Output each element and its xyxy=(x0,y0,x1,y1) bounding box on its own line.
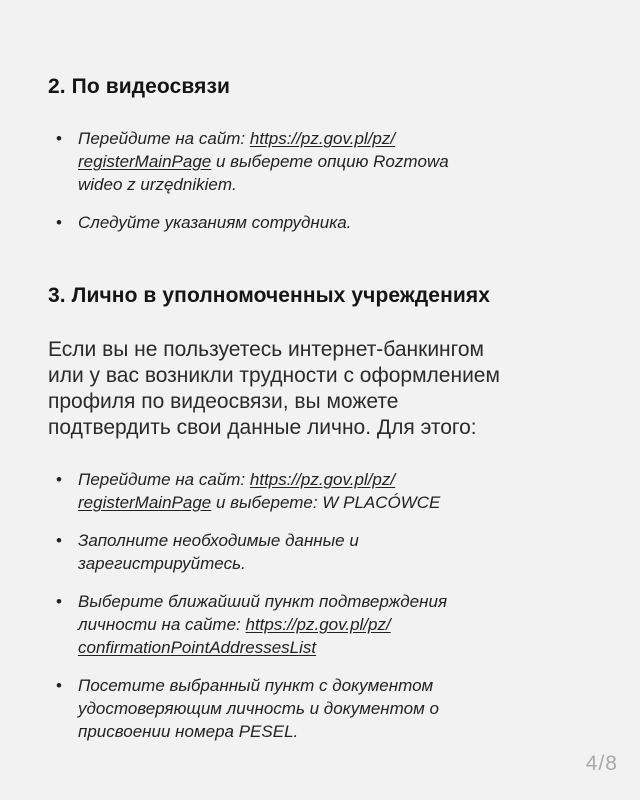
item-text: и выберете опцию Rozmowa xyxy=(211,152,449,171)
item-text: Заполните необходимые данные и xyxy=(78,531,359,550)
bullet-dot-icon: • xyxy=(56,213,62,232)
link-part-2[interactable]: registerMainPage xyxy=(78,493,212,512)
item-text: присвоении номера PESEL. xyxy=(78,722,299,741)
bullet-dot-icon: • xyxy=(56,676,62,695)
bullet-dot-icon: • xyxy=(56,129,62,148)
list-item xyxy=(54,590,554,659)
list-item xyxy=(54,127,554,196)
list-item xyxy=(54,211,554,234)
item-text: зарегистрируйтесь. xyxy=(78,554,246,573)
bullet-dot-icon: • xyxy=(56,531,62,550)
link-part-2[interactable]: confirmationPointAddressesList xyxy=(78,638,317,657)
link-part-1[interactable]: https://pz.gov.pl/pz/ xyxy=(245,615,391,634)
item-text: Выберите ближайший пункт подтверждения xyxy=(78,592,448,611)
link-part-1[interactable]: https://pz.gov.pl/pz/ xyxy=(249,129,396,148)
item-text: и выберете: W PLACÓWCE xyxy=(211,493,441,512)
section-3-list xyxy=(54,468,554,758)
item-text: Перейдите на сайт: xyxy=(78,129,250,148)
section-2-heading: 2. По видеосвязи xyxy=(48,75,230,98)
item-text: Перейдите на сайт: xyxy=(78,470,250,489)
list-item xyxy=(54,468,554,514)
item-text: удостоверяющим личность и документом о xyxy=(78,699,439,718)
list-item xyxy=(54,529,554,575)
item-text: личности на сайте: xyxy=(78,615,246,634)
link-part-1[interactable]: https://pz.gov.pl/pz/ xyxy=(249,470,396,489)
page-indicator: 4/8 xyxy=(585,752,618,775)
section-3-heading: 3. Лично в уполномоченных учреждениях xyxy=(48,284,490,307)
item-text: Следуйте указаниям сотрудника. xyxy=(78,213,352,232)
item-text: Посетите выбранный пункт с документом xyxy=(78,676,434,695)
paragraph-line: подтвердить свои данные лично. Для этого: xyxy=(48,416,477,439)
section-3-paragraph xyxy=(48,337,608,441)
list-item xyxy=(54,674,554,743)
section-2-list xyxy=(54,127,554,249)
bullet-dot-icon: • xyxy=(56,592,62,611)
link-part-2[interactable]: registerMainPage xyxy=(78,152,212,171)
bullet-dot-icon: • xyxy=(56,470,62,489)
item-text: wideo z urzędnikiem. xyxy=(78,175,237,194)
paragraph-line: или у вас возникли трудности с оформлением xyxy=(48,364,500,387)
paragraph-line: Если вы не пользуетесь интернет-банкингом xyxy=(48,338,484,361)
paragraph-line: профиля по видеосвязи, вы можете xyxy=(48,390,399,413)
